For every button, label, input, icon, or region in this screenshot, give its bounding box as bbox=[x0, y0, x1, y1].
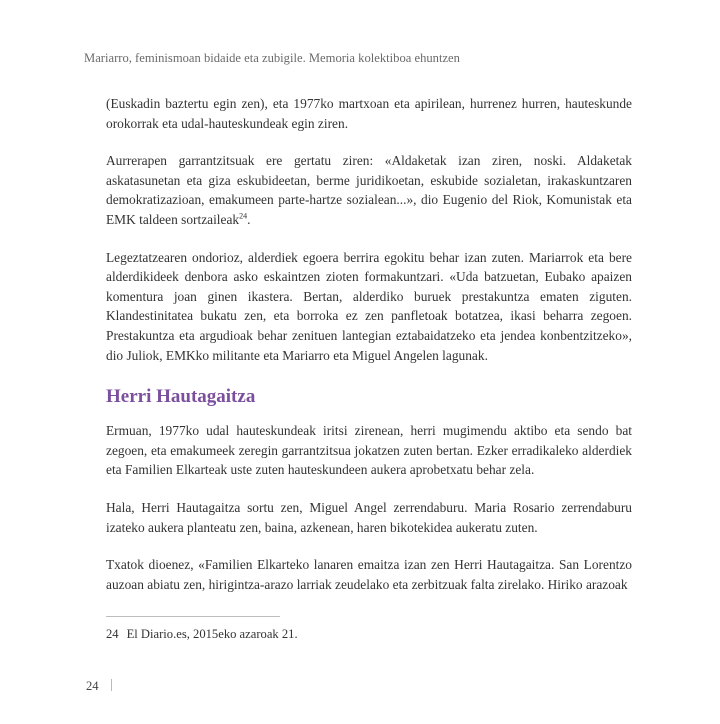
footer-separator bbox=[111, 679, 112, 691]
page-body bbox=[106, 94, 632, 612]
footnotes bbox=[106, 616, 632, 642]
paragraph-text: Aurrerapen garrantzitsuak ere gertatu ziren: «Aldaketak izan ziren, noski. Aldaketak askatasunetan eta giza eskubideetan, berme juridikoetan, eskubide sozialetan, irakaskuntzaren demokratizazioan, emakumeen parte-hartze sozialean...», dio Eugenio del Riok, Komunistak eta EMK taldeen sortzaileak bbox=[106, 153, 632, 227]
footnote-text: El Diario.es, 2015eko azaroak 21. bbox=[126, 627, 298, 642]
footnote bbox=[106, 626, 632, 642]
section-heading: Herri Hautagaitza bbox=[106, 386, 256, 408]
running-header: Mariarro, feminismoan bidaide eta zubigile. Memoria kolektiboa ehuntzen bbox=[84, 51, 460, 65]
paragraph: Ermuan, 1977ko udal hauteskundeak iritsi zirenean, herri mugimendu aktibo eta sendo bat zegoen, eta emakumeek zeregin garrantzitsua jokatzen zuten bertan. Ezker erradikaleko alderdiek eta Familien Elkarteak uste zuten hauteskundeen aukera aprobetxatu behar zela. bbox=[106, 423, 632, 478]
paragraph: Legeztatzearen ondorioz, alderdiek egoera berrira egokitu behar izan zuten. Mariarrok eta bere alderdikideek denbora asko eskaintzen zioten formakuntzari. «Uda batzuetan, Eubako apaizen komentura joan ginen ikastera. Bertan, alderdiko buruek prestakuntza ematen ziguten. Klandestinitatea bukatu zen, eta borroka ez zen panfletoak botatzea, ikasi beharra zegoen. Prestakuntza eta argudioak behar zenituen lantegian eztabaidatzeko eta jendea konbentzitzeko», dio Juliok, EMKko militante eta Mariarro eta Miguel Angelen lagunak. bbox=[106, 249, 632, 363]
paragraph: (Euskadin baztertu egin zen), eta 1977ko martxoan eta apirilean, hurrenez hurren, hauteskunde orokorrak eta udal-hauteskundeak egin ziren. bbox=[106, 96, 632, 131]
footnote-divider bbox=[106, 616, 280, 617]
paragraph bbox=[106, 151, 632, 229]
page-number: 24 bbox=[86, 679, 99, 694]
footnote-reference[interactable]: 24 bbox=[239, 211, 248, 221]
paragraph: Txatok dioenez, «Familien Elkarteko lanaren emaitza izan zen Herri Hautagaitza. San Lorentzo auzoan abiatu zen, hirigintza-arazo larriak zeudelako eta zerbitzuak falta zirelako. Hiriko arazoak bbox=[106, 557, 632, 592]
paragraph: Hala, Herri Hautagaitza sortu zen, Miguel Angel zerrendaburu. Maria Rosario zerrendaburu izateko aukera planteatu zen, baina, azkenean, haren bikotekidea aukeratu zuten. bbox=[106, 499, 632, 535]
paragraph-tail: . bbox=[247, 211, 251, 227]
page-footer bbox=[86, 678, 632, 694]
footnote-number: 24 bbox=[106, 627, 119, 642]
